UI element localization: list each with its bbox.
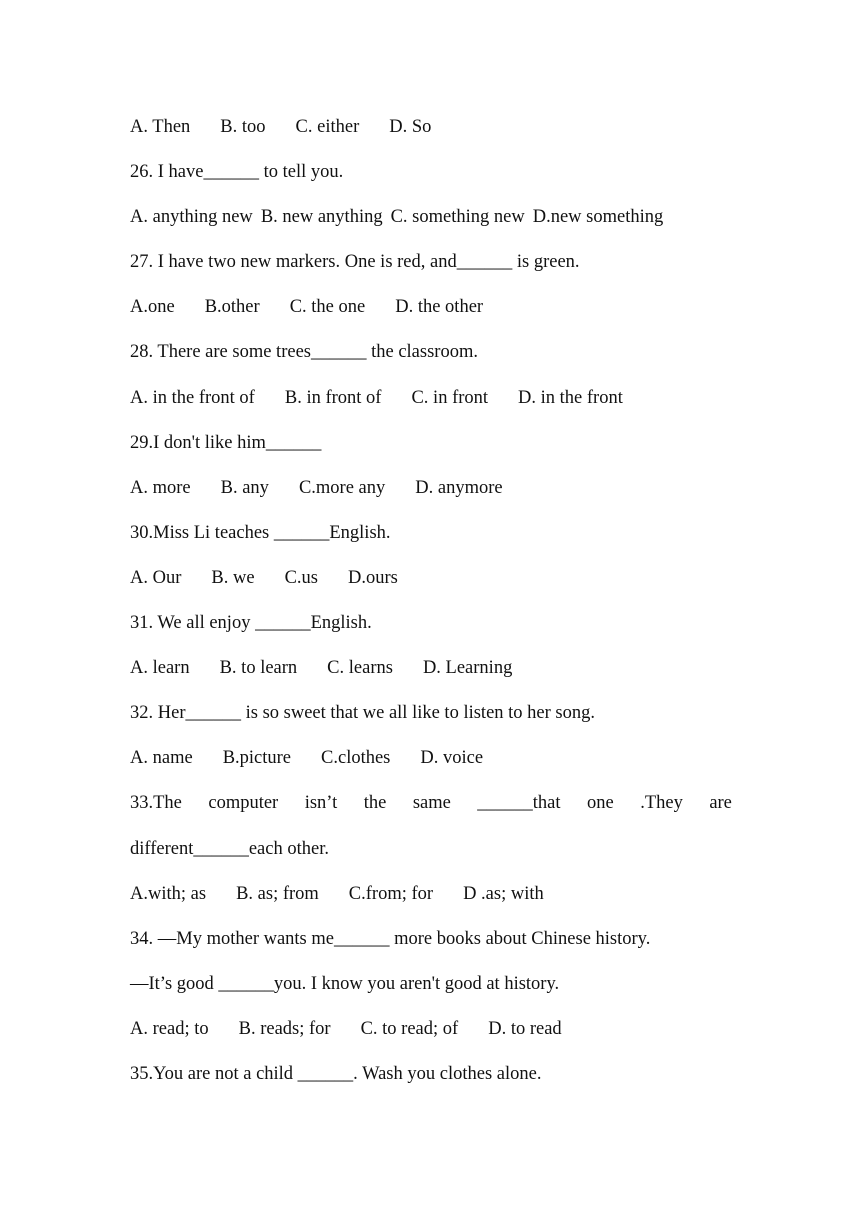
- question-line: 30.Miss Li teaches ______English.: [130, 522, 391, 543]
- answer-options: [130, 655, 732, 700]
- question-line: 35.You are not a child ______. Wash you clothes alone.: [130, 1063, 542, 1084]
- question-word: ______that: [477, 793, 561, 814]
- answer-option: D. So: [389, 117, 432, 137]
- answer-option: A. in the front of: [130, 387, 255, 408]
- answer-option: D. the other: [395, 297, 484, 318]
- question-line: 29.I don't like him______: [130, 432, 322, 453]
- answer-options: [130, 294, 732, 339]
- question-word: isn’t: [304, 793, 338, 814]
- answer-option: D.ours: [347, 567, 398, 588]
- question-line: 26. I have______ to tell you.: [130, 162, 344, 183]
- answer-options: [130, 745, 732, 790]
- question-word: the: [363, 793, 387, 814]
- answer-option: A. name: [130, 748, 193, 769]
- answer-option: A. learn: [130, 658, 190, 679]
- answer-option: D. Learning: [422, 658, 513, 679]
- question-line: 28. There are some trees______ the classroom.: [130, 342, 478, 363]
- answer-option: C. in front: [411, 387, 489, 408]
- answer-option: B.picture: [222, 748, 292, 769]
- answer-option: D .as; with: [463, 883, 544, 904]
- question-line: [130, 790, 732, 835]
- answer-option: B. to learn: [219, 658, 298, 679]
- answer-option: B. too: [220, 117, 266, 137]
- question-line: 34. —My mother wants me______ more books about Chinese history.: [130, 928, 651, 949]
- answer-option: C.from; for: [348, 883, 434, 904]
- answer-option: A. Then: [130, 117, 191, 137]
- answer-option: A. Our: [130, 567, 182, 588]
- answer-option: C. something new: [390, 207, 525, 228]
- answer-options: [130, 114, 732, 159]
- worksheet-content: [130, 114, 732, 1106]
- answer-options: [130, 204, 732, 249]
- answer-option: B. we: [211, 567, 255, 588]
- answer-options: [130, 385, 732, 430]
- answer-option: B. as; from: [236, 883, 319, 904]
- answer-option: B.other: [204, 297, 260, 318]
- answer-option: A. anything new: [130, 207, 253, 228]
- question-word: same: [412, 793, 451, 814]
- answer-option: B. reads; for: [238, 1018, 331, 1039]
- answer-options: [130, 881, 732, 926]
- answer-option: D. voice: [420, 748, 484, 769]
- question-word: one: [587, 793, 614, 814]
- answer-option: A.one: [130, 297, 175, 318]
- answer-option: C. either: [295, 117, 360, 137]
- answer-options: [130, 565, 732, 610]
- answer-option: B. in front of: [284, 387, 382, 408]
- question-word: are: [709, 793, 732, 814]
- answer-option: B. new anything: [260, 207, 383, 228]
- question-line: —It’s good ______you. I know you aren't good at history.: [130, 973, 560, 994]
- answer-option: A.with; as: [130, 883, 207, 904]
- answer-option: B. any: [220, 477, 269, 498]
- answer-option: C.more any: [298, 477, 386, 498]
- answer-option: C.us: [284, 567, 318, 588]
- answer-option: A. read; to: [130, 1018, 209, 1039]
- answer-option: C. learns: [327, 658, 393, 679]
- answer-option: C. the one: [289, 297, 366, 318]
- answer-option: D. in the front: [518, 387, 623, 408]
- answer-option: D. anymore: [415, 477, 503, 498]
- answer-option: D. to read: [488, 1018, 562, 1039]
- answer-option: C.clothes: [321, 748, 391, 769]
- answer-options: [130, 475, 732, 520]
- question-word: .They: [640, 793, 683, 814]
- question-line: 32. Her______ is so sweet that we all like to listen to her song.: [130, 703, 595, 724]
- question-word: computer: [208, 793, 279, 814]
- answer-option: D.new something: [532, 207, 664, 228]
- answer-option: A. more: [130, 477, 191, 498]
- answer-options: [130, 1016, 732, 1061]
- question-word: 33.The: [130, 793, 182, 814]
- question-line: different______each other.: [130, 838, 329, 859]
- question-line: 31. We all enjoy ______English.: [130, 613, 372, 634]
- answer-option: C. to read; of: [360, 1018, 459, 1039]
- question-line: 27. I have two new markers. One is red, and______ is green.: [130, 252, 580, 273]
